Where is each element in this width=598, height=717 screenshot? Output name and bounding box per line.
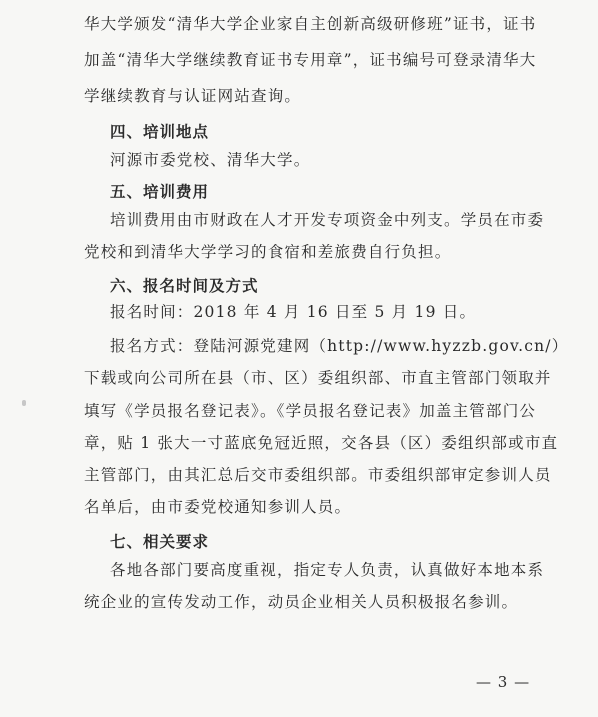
registration-method-line-4: 章，贴 1 张大一寸蓝底免冠近照，交各县（区）委组织部或市直 xyxy=(84,434,559,452)
page-number: — 3 — xyxy=(476,673,531,691)
section-7-line-2: 统企业的宣传发动工作，动员企业相关人员积极报名参训。 xyxy=(84,593,519,611)
section-4-heading: 四、培训地点 xyxy=(110,123,210,141)
intro-line-1: 华大学颁发“清华大学企业家自主创新高级研修班”证书，证书 xyxy=(84,15,537,33)
registration-method-line-1: 报名方式：登陆河源党建网（http://www.hyzzb.gov.cn/） xyxy=(110,337,569,355)
section-7-heading: 七、相关要求 xyxy=(110,533,210,551)
registration-method-line-5: 主管部门，由其汇总后交市委组织部。市委组织部审定参训人员 xyxy=(84,466,552,484)
registration-method-line-6: 名单后，由市委党校通知参训人员。 xyxy=(84,498,352,516)
registration-time: 报名时间：2018 年 4 月 16 日至 5 月 19 日。 xyxy=(110,303,477,321)
intro-line-2: 加盖“清华大学继续教育证书专用章”，证书编号可登录清华大 xyxy=(84,51,537,69)
section-4-line-1: 河源市委党校、清华大学。 xyxy=(110,151,311,169)
scan-speck xyxy=(22,400,26,406)
section-5-line-1: 培训费用由市财政在人才开发专项资金中列支。学员在市委 xyxy=(110,211,545,229)
section-5-line-2: 党校和到清华大学学习的食宿和差旅费自行负担。 xyxy=(84,243,452,261)
section-6-heading: 六、报名时间及方式 xyxy=(110,277,259,295)
intro-line-3: 学继续教育与认证网站查询。 xyxy=(84,87,302,105)
registration-method-line-3: 填写《学员报名登记表》。《学员报名登记表》加盖主管部门公 xyxy=(84,402,537,420)
section-7-line-1: 各地各部门要高度重视，指定专人负责，认真做好本地本系 xyxy=(110,561,545,579)
section-5-heading: 五、培训费用 xyxy=(110,183,210,201)
registration-method-line-2: 下载或向公司所在县（市、区）委组织部、市直主管部门领取并 xyxy=(84,369,552,387)
